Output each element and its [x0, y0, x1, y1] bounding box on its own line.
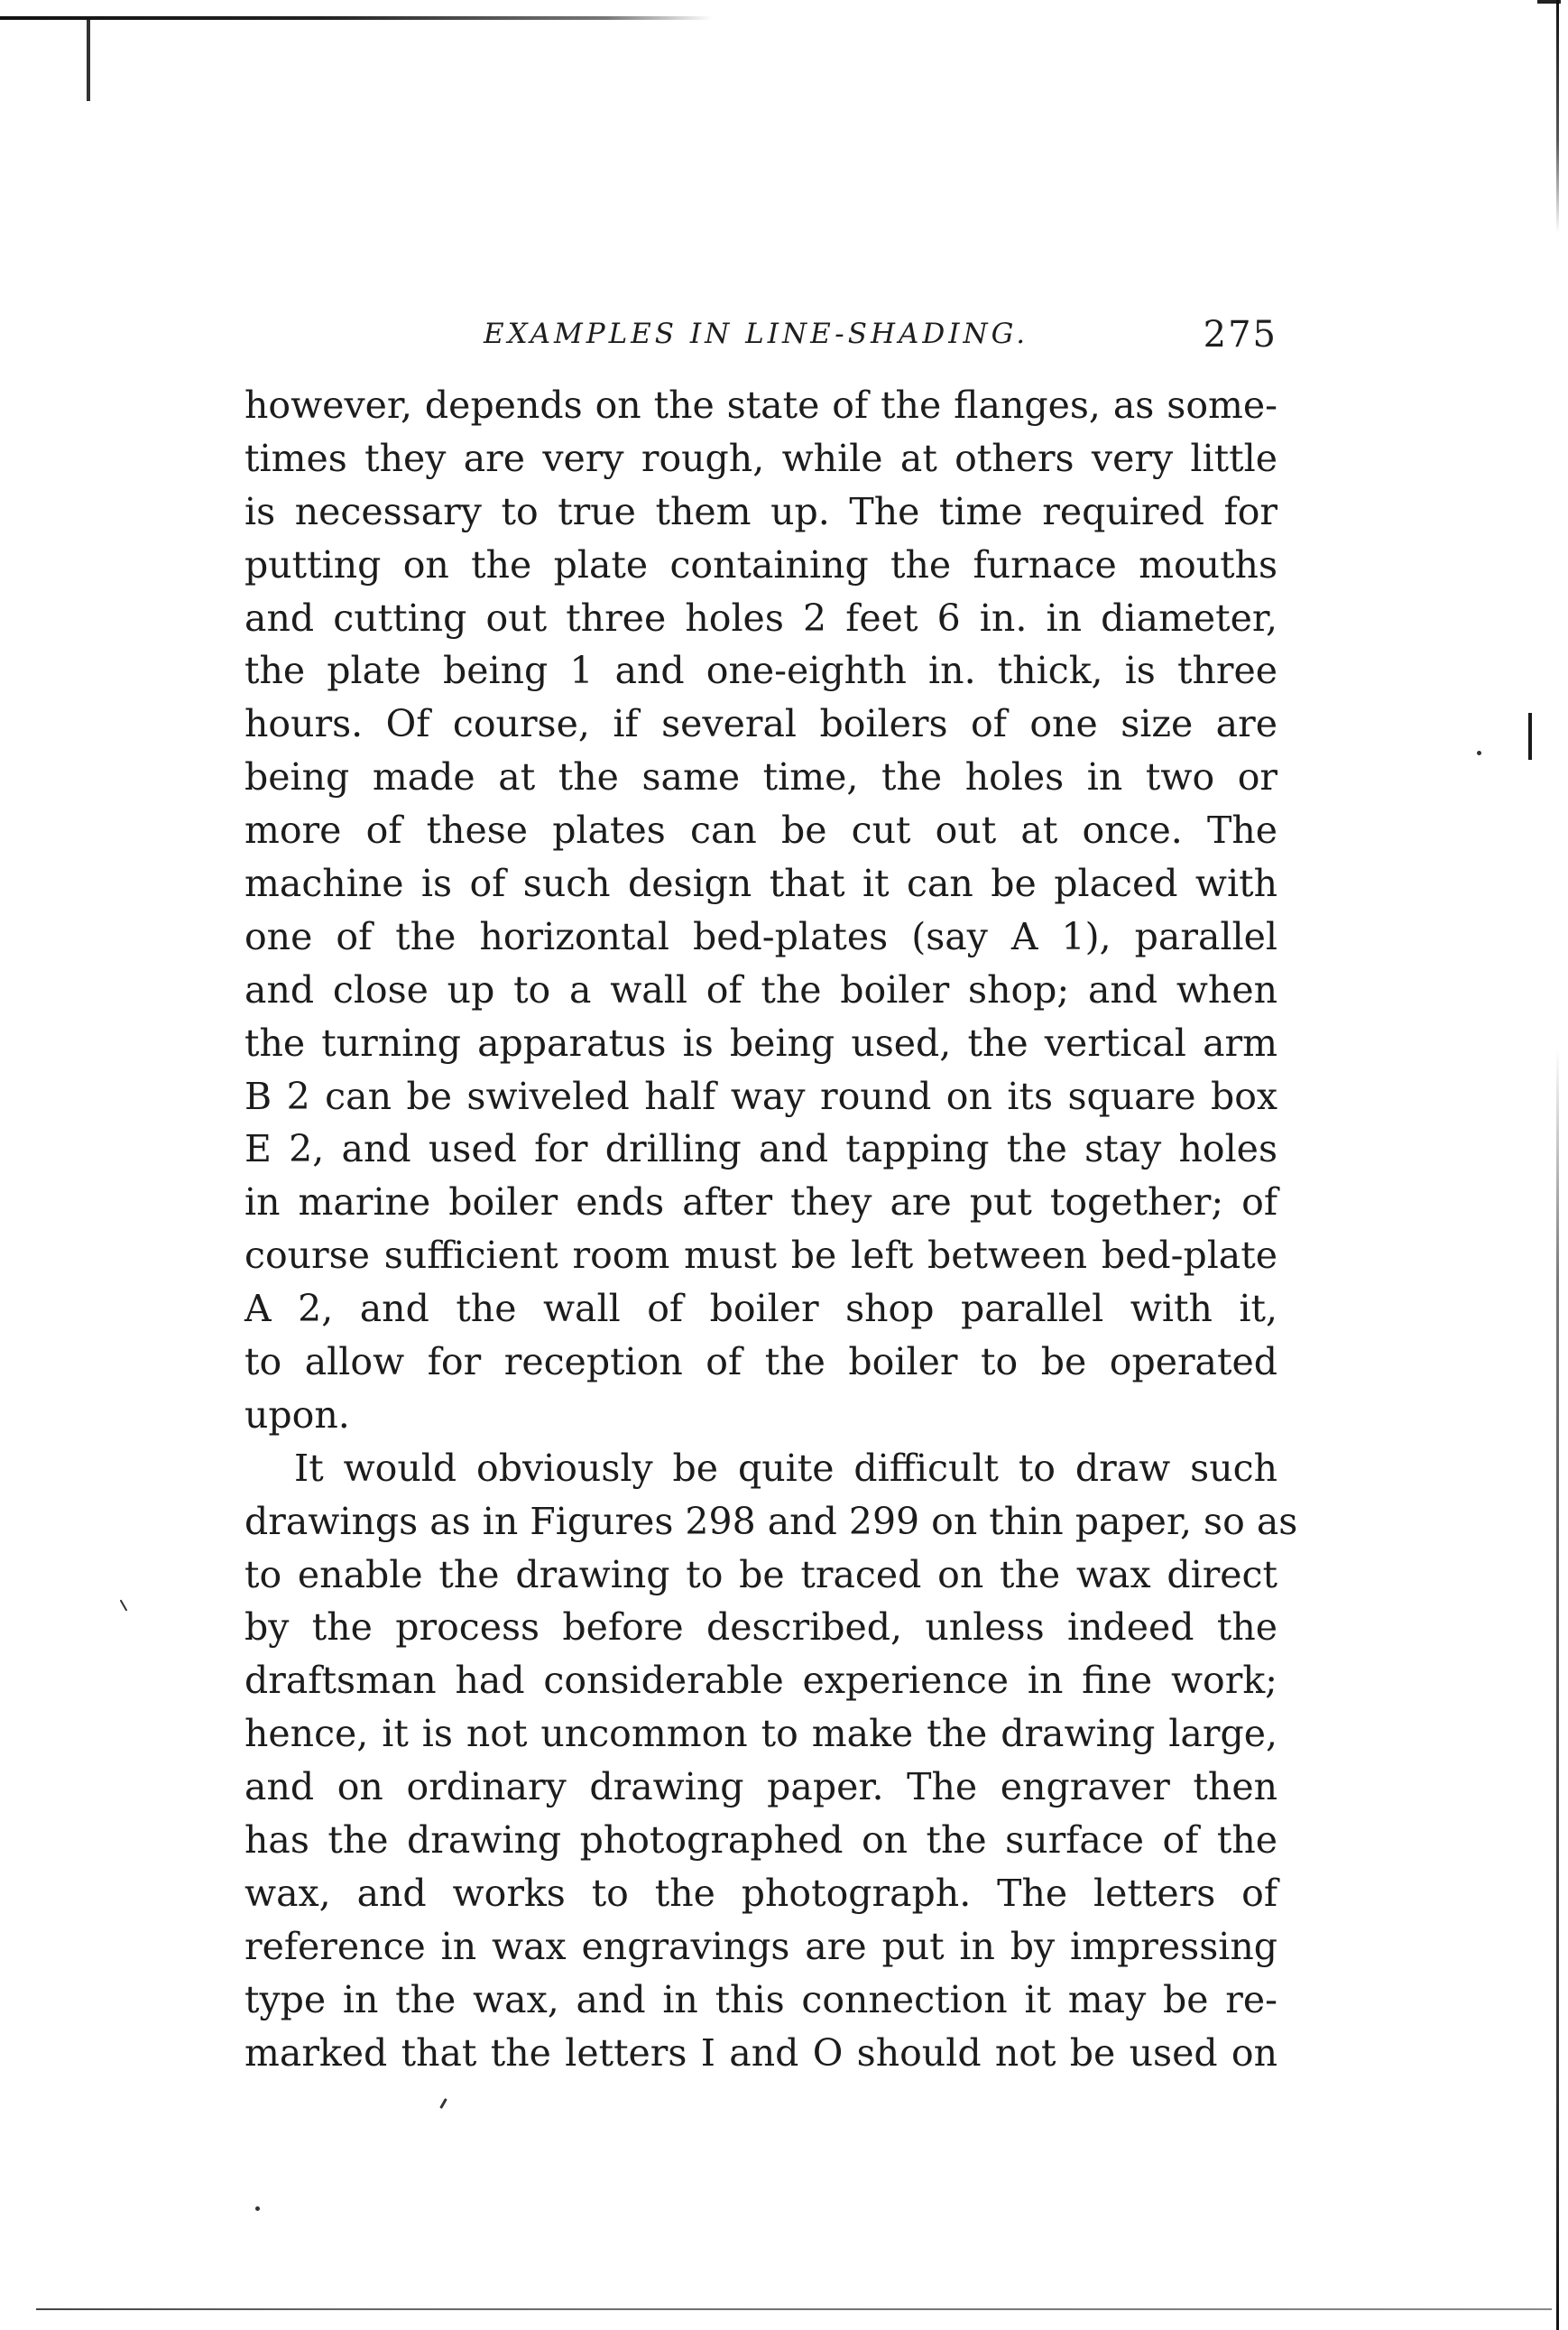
text-line: putting on the plate containing the furnace mouths	[244, 542, 1277, 587]
scan-edge-right	[1556, 0, 1559, 2330]
text-line: upon.	[244, 1392, 350, 1437]
paragraph	[244, 379, 1277, 1442]
text-line: hence, it is not uncommon to make the drawing large,	[244, 1712, 1277, 1756]
text-line: by the process before described, unless indeed the	[244, 1605, 1277, 1650]
text-line: hours. Of course, if several boilers of one size are	[244, 702, 1277, 746]
text-line: however, depends on the state of the flanges, as some-	[244, 384, 1277, 427]
text-line: It would obviously be quite difficult to draw such	[294, 1446, 1277, 1490]
text-line: has the drawing photographed on the surface of the	[244, 1818, 1277, 1863]
text-line: course sufficient room must be left between bed-plate	[244, 1234, 1277, 1278]
text-line: the plate being 1 and one-eighth in. thick, is three	[244, 649, 1277, 693]
text-line: E 2, and used for drilling and tapping the stay holes	[244, 1127, 1277, 1171]
text-line: times they are very rough, while at others very little	[244, 436, 1277, 480]
text-line: more of these plates can be cut out at once. The	[244, 809, 1277, 853]
text-line: type in the wax, and in this connection it may be re-	[244, 1977, 1277, 2021]
text-line: the turning apparatus is being used, the vertical arm	[244, 1021, 1277, 1065]
scan-edge-top	[0, 16, 713, 20]
margin-mark	[1528, 713, 1532, 760]
text-line: is necessary to true them up. The time required for	[244, 489, 1277, 533]
text-line: and on ordinary drawing paper. The engraver then	[244, 1765, 1277, 1809]
text-line: one of the horizontal bed-plates (say A 1), parallel	[244, 914, 1277, 958]
text-line: and cutting out three holes 2 feet 6 in. in diameter,	[244, 596, 1277, 640]
running-head	[244, 314, 1277, 363]
text-line: and close up to a wall of the boiler shop; and when	[244, 967, 1277, 1012]
body-text	[244, 379, 1298, 2080]
scan-speck	[120, 1599, 128, 1611]
text-line: machine is of such design that it can be placed with	[244, 862, 1277, 906]
text-line: A 2, and the wall of boiler shop parallel with it,	[244, 1287, 1277, 1331]
text-line: to enable the drawing to be traced on the wax direct	[244, 1552, 1277, 1596]
text-line: being made at the same time, the holes in two or	[244, 755, 1277, 800]
scan-speck	[1477, 751, 1481, 755]
text-line: B 2 can be swiveled half way round on its square box	[244, 1074, 1277, 1118]
scan-edge-bottom	[36, 2308, 1552, 2310]
text-line: in marine boiler ends after they are put together; of	[244, 1180, 1277, 1225]
text-line: draftsman had considerable experience in fine work;	[244, 1659, 1277, 1703]
text-line: wax, and works to the photograph. The letters of	[244, 1871, 1277, 1915]
paragraph	[244, 1442, 1298, 2080]
page-number: 275	[1203, 314, 1277, 356]
text-line: marked that the letters I and O should not be used on	[244, 2030, 1277, 2075]
text-line: reference in wax engravings are put in by impressing	[244, 1924, 1277, 1968]
running-title: EXAMPLES IN LINE-SHADING.	[484, 318, 1029, 350]
text-line: to allow for reception of the boiler to be operated	[244, 1340, 1277, 1384]
scan-speck	[439, 2098, 447, 2109]
text-line: drawings as in Figures 298 and 299 on thin paper, so as	[244, 1499, 1298, 1543]
scan-edge-tick	[87, 20, 90, 101]
scan-speck	[255, 2206, 260, 2211]
